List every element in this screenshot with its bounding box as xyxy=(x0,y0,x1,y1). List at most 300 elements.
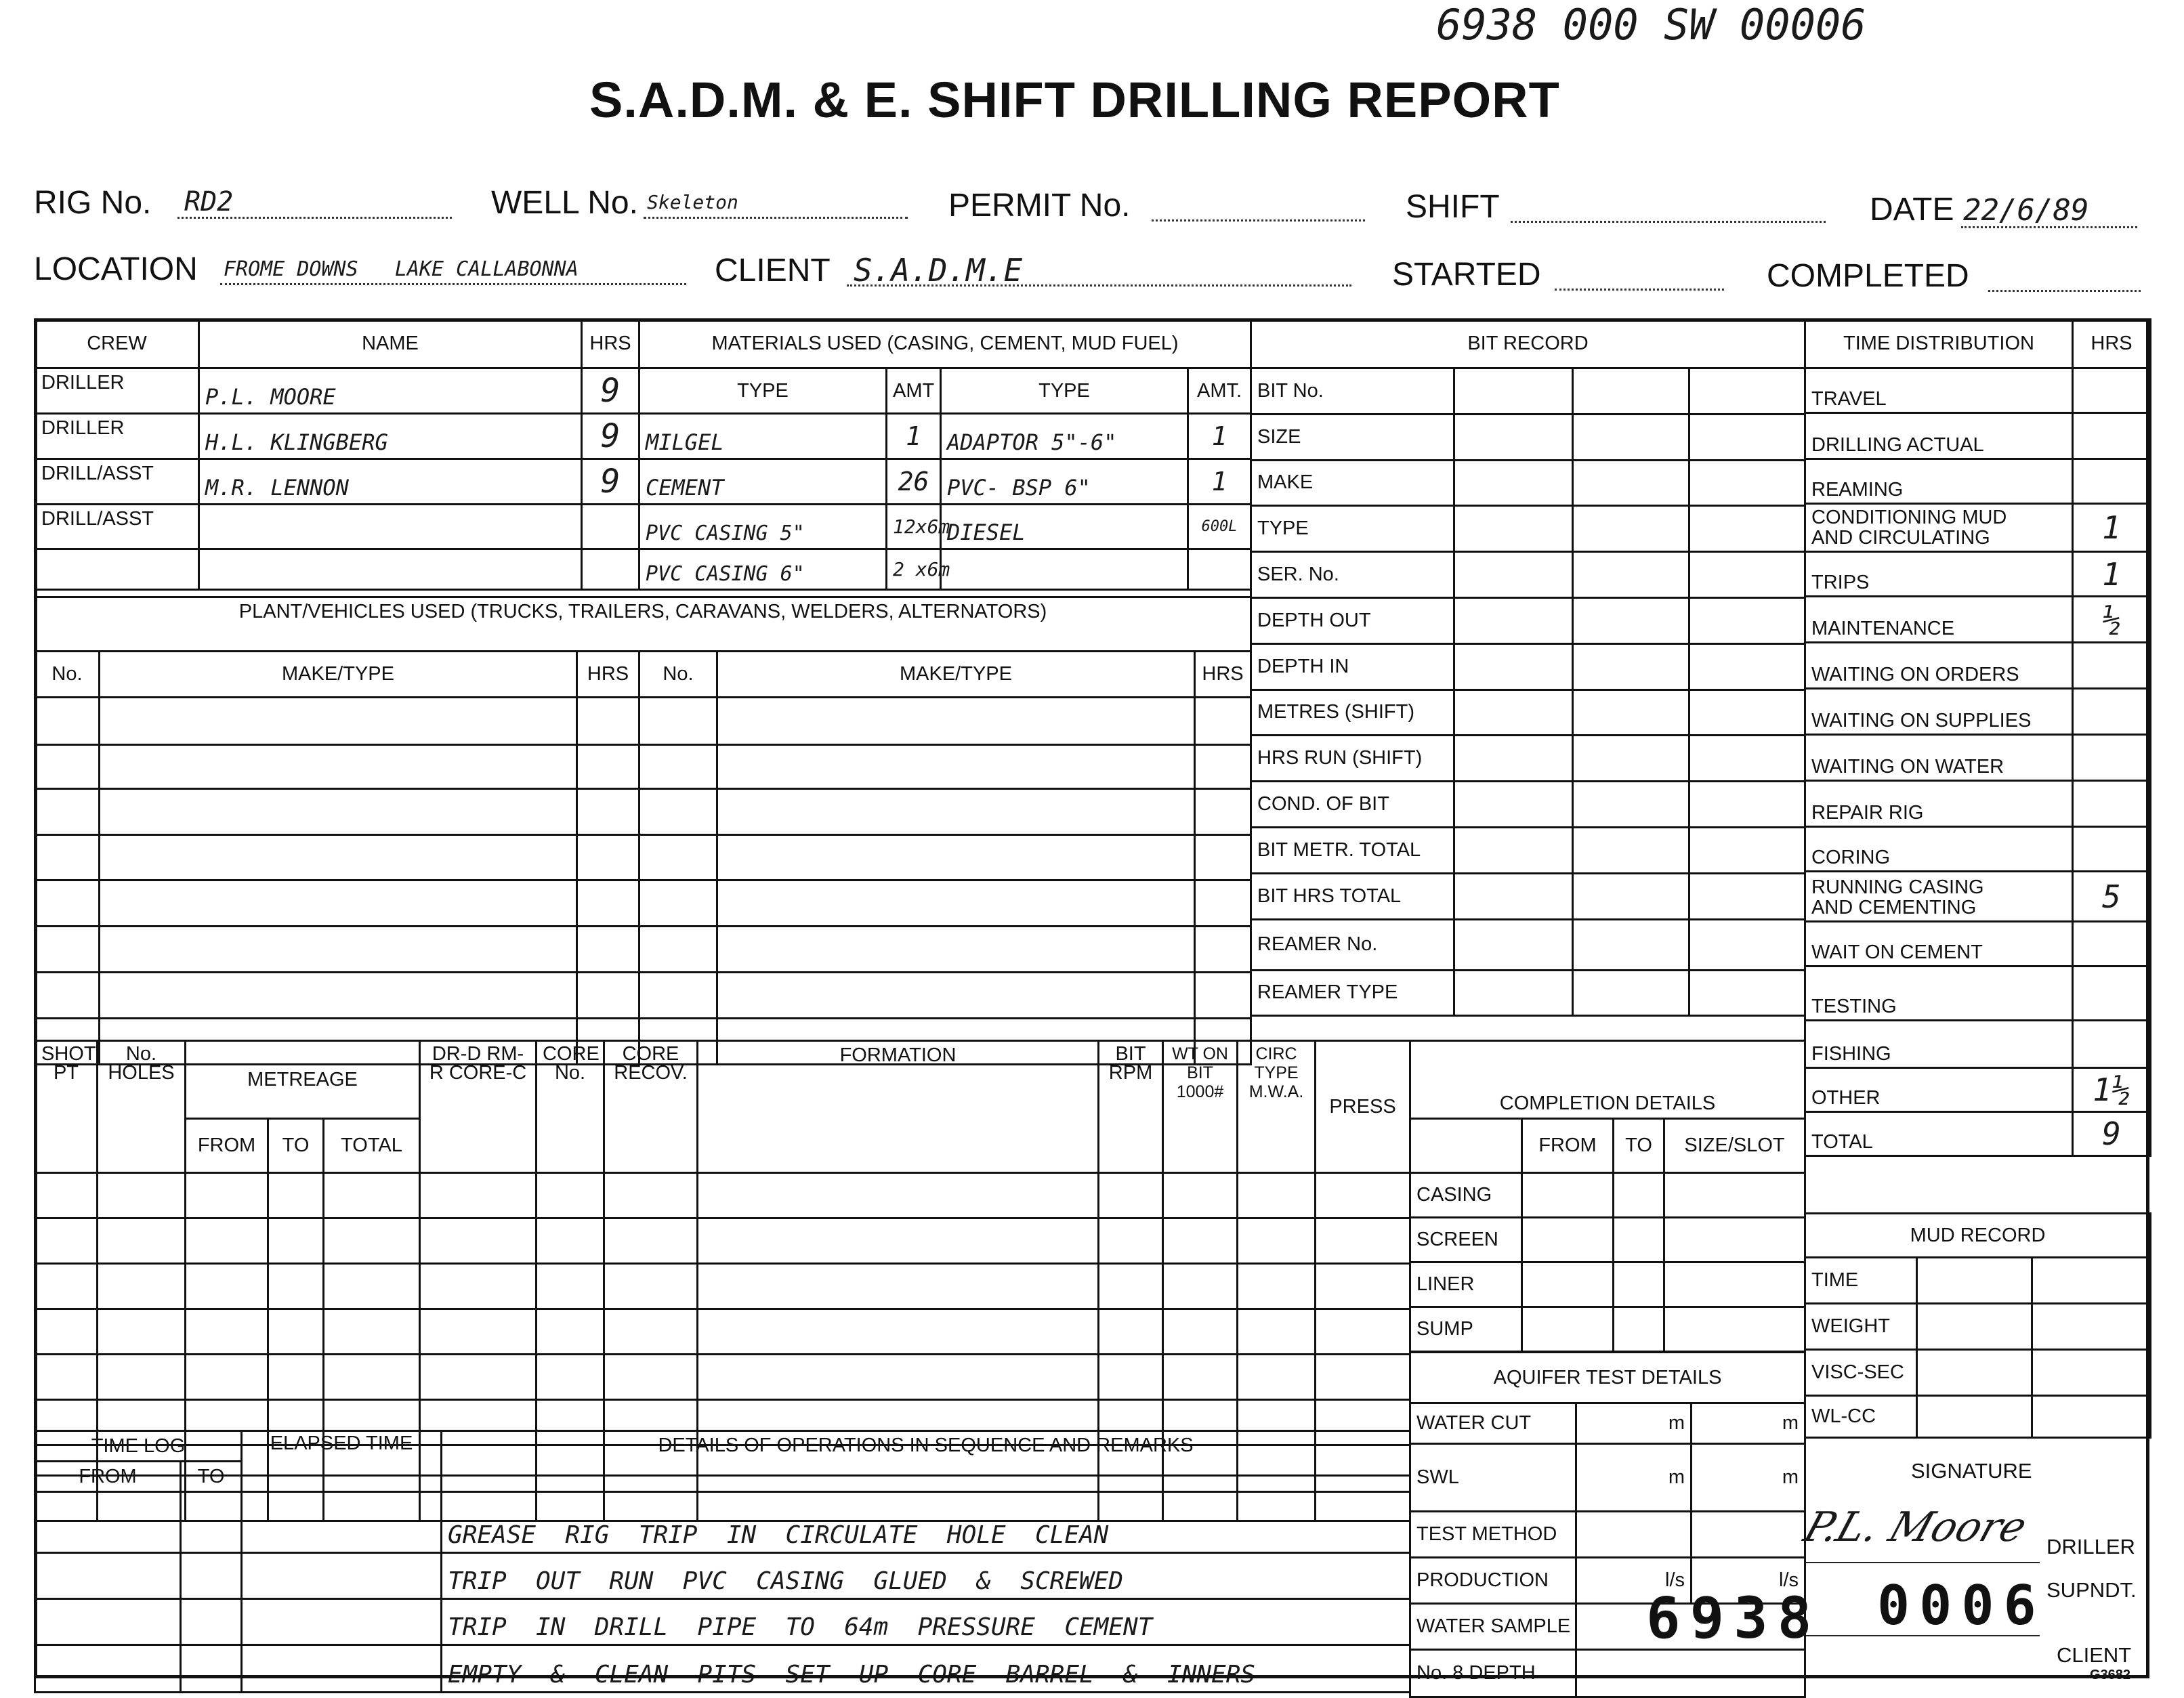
time-log-cell[interactable] xyxy=(242,1553,442,1599)
metreage-cell[interactable] xyxy=(98,1264,186,1309)
time-dist-label xyxy=(1805,552,2073,597)
permit-label: PERMIT No. xyxy=(948,188,1131,224)
bit-record-cell[interactable] xyxy=(1689,782,1805,828)
time-dist-hrs[interactable] xyxy=(2073,967,2151,1021)
plant-cell[interactable] xyxy=(35,745,100,789)
time-dist-label-text: REAMING xyxy=(1811,479,1904,501)
aq-production: PRODUCTION xyxy=(1410,1558,1576,1604)
metreage-cell[interactable] xyxy=(1238,1173,1316,1218)
time-log-cell[interactable] xyxy=(242,1599,442,1645)
completion-cell[interactable] xyxy=(1522,1262,1614,1307)
time-dist-hrs[interactable]: ½ xyxy=(2073,597,2151,643)
metreage-cell[interactable] xyxy=(420,1264,537,1309)
time-dist-label xyxy=(1805,597,2073,643)
metreage-cell[interactable] xyxy=(35,1264,98,1309)
metreage-cell[interactable] xyxy=(537,1173,604,1218)
bit-record-cell[interactable] xyxy=(1689,368,1805,415)
metreage-cell[interactable] xyxy=(537,1264,604,1309)
metreage-cell[interactable] xyxy=(1316,1173,1410,1218)
metreage-cell[interactable] xyxy=(324,1173,420,1218)
bit-record-label: REAMER TYPE xyxy=(1251,970,1454,1016)
metreage-cell[interactable] xyxy=(420,1218,537,1264)
time-dist-hrs[interactable]: 9 xyxy=(2073,1112,2151,1156)
crew-name[interactable]: M.R. LENNON xyxy=(199,459,582,505)
bit-record-cell[interactable] xyxy=(1454,782,1573,828)
completion-details-table xyxy=(1409,1040,1806,1353)
plant-cell[interactable] xyxy=(639,698,717,745)
plant-cell[interactable] xyxy=(577,698,639,745)
metreage-cell[interactable] xyxy=(1238,1264,1316,1309)
plant-cell[interactable] xyxy=(100,880,577,927)
time-dist-label-text: AND CIRCULATING xyxy=(1811,527,1990,549)
file-number: 6938 000 SW 00006 xyxy=(1436,0,1866,49)
plant-cell[interactable] xyxy=(35,927,100,973)
completion-cell[interactable] xyxy=(1664,1218,1805,1262)
mat-type[interactable]: CEMENT xyxy=(639,459,887,505)
completion-blank xyxy=(1410,1119,1522,1173)
bit-record-cell[interactable] xyxy=(1573,782,1689,828)
plant-cell[interactable] xyxy=(717,745,1195,789)
col-plant-hrs: HRS xyxy=(577,652,639,698)
time-log-cell[interactable] xyxy=(181,1645,242,1693)
rig-value[interactable]: RD2 xyxy=(184,186,234,217)
started-label: STARTED xyxy=(1392,257,1541,293)
aquifer-title: AQUIFER TEST DETAILS xyxy=(1410,1353,1805,1403)
plant-cell[interactable] xyxy=(35,973,100,1019)
driller-signature[interactable]: P.L. Moore xyxy=(1798,1504,2033,1551)
bit-record-cell[interactable] xyxy=(1689,736,1805,782)
time-log-cell[interactable] xyxy=(242,1645,442,1693)
bit-record-cell[interactable] xyxy=(1689,689,1805,736)
mat-amt2[interactable] xyxy=(1188,549,1251,590)
plant-cell[interactable] xyxy=(1195,927,1251,973)
mat-amt[interactable]: 12x6m xyxy=(887,505,941,549)
metreage-cell[interactable] xyxy=(420,1173,537,1218)
plant-cell[interactable] xyxy=(639,927,717,973)
time-dist-label xyxy=(1805,368,2073,413)
time-log-cell[interactable] xyxy=(242,1492,442,1553)
time-dist-label-text: TRIPS xyxy=(1811,572,1870,593)
time-dist-label xyxy=(1805,1021,2073,1068)
col-no-holes: No. HOLES xyxy=(98,1041,186,1173)
metreage-cell[interactable] xyxy=(1238,1309,1316,1355)
metreage-cell[interactable] xyxy=(268,1309,324,1355)
plant-cell[interactable] xyxy=(577,789,639,835)
bit-record-cell[interactable] xyxy=(1454,736,1573,782)
mat-amt[interactable]: 26 xyxy=(887,459,941,505)
metreage-cell[interactable] xyxy=(698,1173,1099,1218)
completion-cell[interactable] xyxy=(1522,1218,1614,1262)
time-dist-label-text: RUNNING CASING xyxy=(1811,876,1984,898)
metreage-cell[interactable] xyxy=(1316,1309,1410,1355)
crew-name[interactable]: P.L. MOORE xyxy=(199,368,582,414)
plant-cell[interactable] xyxy=(639,835,717,880)
bit-record-cell[interactable] xyxy=(1689,827,1805,873)
bit-record-label: METRES (SHIFT) xyxy=(1251,689,1454,736)
bit-record-cell[interactable] xyxy=(1573,552,1689,598)
mat-type[interactable]: PVC CASING 5" xyxy=(639,505,887,549)
time-dist-hrs[interactable] xyxy=(2073,1021,2151,1068)
time-dist-hrs[interactable]: 1½ xyxy=(2073,1068,2151,1112)
time-dist-label xyxy=(1805,1112,2073,1156)
metreage-cell[interactable] xyxy=(604,1355,698,1400)
metreage-cell[interactable] xyxy=(35,1218,98,1264)
well-label: WELL No. xyxy=(491,185,638,221)
completion-cell[interactable] xyxy=(1614,1173,1664,1218)
bit-record-cell[interactable] xyxy=(1454,827,1573,873)
time-log-cell[interactable] xyxy=(35,1645,181,1693)
col-comp-to: TO xyxy=(1614,1119,1664,1173)
crew-name[interactable]: H.L. KLINGBERG xyxy=(199,414,582,459)
completion-cell[interactable] xyxy=(1522,1173,1614,1218)
time-dist-label xyxy=(1805,689,2073,735)
time-dist-label xyxy=(1805,1068,2073,1112)
plant-cell[interactable] xyxy=(100,835,577,880)
mud-time: TIME xyxy=(1805,1258,1917,1304)
operation-remark[interactable]: TRIP OUT RUN PVC CASING GLUED & SCREWED xyxy=(442,1553,1410,1599)
bit-record-cell[interactable] xyxy=(1573,919,1689,970)
metreage-cell[interactable] xyxy=(537,1355,604,1400)
metreage-cell[interactable] xyxy=(186,1309,268,1355)
sig-driller: DRILLER xyxy=(2046,1535,2135,1558)
bit-record-cell[interactable] xyxy=(1454,460,1573,506)
completion-cell[interactable] xyxy=(1664,1173,1805,1218)
metreage-cell[interactable] xyxy=(186,1218,268,1264)
bit-record-cell[interactable] xyxy=(1689,597,1805,643)
well-value[interactable]: Skeleton xyxy=(647,191,738,213)
bit-record-cell[interactable] xyxy=(1689,506,1805,552)
mat-type2[interactable] xyxy=(941,549,1188,590)
bit-record-cell[interactable] xyxy=(1454,919,1573,970)
bit-record-cell[interactable] xyxy=(1454,597,1573,643)
time-dist-hrs[interactable] xyxy=(2073,459,2151,504)
bit-record-label: BIT No. xyxy=(1251,368,1454,415)
metreage-cell[interactable] xyxy=(324,1264,420,1309)
plant-cell[interactable] xyxy=(35,880,100,927)
metreage-cell[interactable] xyxy=(604,1264,698,1309)
crew-name[interactable] xyxy=(199,505,582,549)
time-dist-label xyxy=(1805,643,2073,689)
operation-remark[interactable]: GREASE RIG TRIP IN CIRCULATE HOLE CLEAN xyxy=(442,1492,1410,1553)
plant-cell[interactable] xyxy=(577,973,639,1019)
metreage-cell[interactable] xyxy=(1316,1264,1410,1309)
col-mat-amt: AMT xyxy=(887,368,941,414)
time-log-cell[interactable] xyxy=(35,1492,181,1553)
bit-record-cell[interactable] xyxy=(1689,970,1805,1016)
bit-record-cell[interactable] xyxy=(1573,873,1689,919)
time-dist-label-text: TOTAL xyxy=(1811,1131,1873,1153)
time-dist-label xyxy=(1805,967,2073,1021)
bit-record-cell[interactable] xyxy=(1573,414,1689,460)
aq-water-sample: WATER SAMPLE xyxy=(1410,1604,1576,1650)
metreage-cell[interactable] xyxy=(98,1218,186,1264)
mud-cell[interactable] xyxy=(1917,1350,2032,1396)
metreage-cell[interactable] xyxy=(1099,1264,1163,1309)
bit-record-label: TYPE xyxy=(1251,506,1454,552)
bit-record-cell[interactable] xyxy=(1573,736,1689,782)
crew-role: DRILL/ASST xyxy=(35,505,199,549)
completion-cell[interactable] xyxy=(1522,1307,1614,1352)
plant-cell[interactable] xyxy=(1195,835,1251,880)
mat-type2[interactable]: ADAPTOR 5"-6" xyxy=(941,414,1188,459)
time-dist-label xyxy=(1805,504,2073,552)
bit-record-cell[interactable] xyxy=(1573,970,1689,1016)
bit-record-cell[interactable] xyxy=(1454,643,1573,689)
mud-cell[interactable] xyxy=(2032,1396,2151,1438)
mud-record-table xyxy=(1804,1212,2151,1439)
time-dist-label-text: WAITING ON SUPPLIES xyxy=(1811,710,2032,731)
metreage-cell[interactable] xyxy=(268,1218,324,1264)
crew-hrs[interactable] xyxy=(582,505,639,549)
sig-client: CLIENT xyxy=(2057,1643,2132,1667)
completion-cell[interactable] xyxy=(1664,1307,1805,1352)
plant-cell[interactable] xyxy=(639,745,717,789)
mat-type[interactable]: PVC CASING 6" xyxy=(639,549,887,590)
crew-name[interactable] xyxy=(199,549,582,590)
time-dist-hrs[interactable] xyxy=(2073,643,2151,689)
bit-record-cell[interactable] xyxy=(1573,689,1689,736)
col-td-hrs: HRS xyxy=(2073,320,2151,368)
metreage-cell[interactable] xyxy=(98,1173,186,1218)
plant-cell[interactable] xyxy=(1195,698,1251,745)
plant-cell[interactable] xyxy=(1195,973,1251,1019)
mat-type2[interactable]: DIESEL xyxy=(941,505,1188,549)
mat-amt[interactable]: 1 xyxy=(887,414,941,459)
metreage-cell[interactable] xyxy=(420,1309,537,1355)
completion-cell[interactable] xyxy=(1614,1307,1664,1352)
plant-cell[interactable] xyxy=(100,973,577,1019)
metreage-cell[interactable] xyxy=(537,1309,604,1355)
metreage-cell[interactable] xyxy=(1163,1218,1238,1264)
metreage-cell[interactable] xyxy=(186,1264,268,1309)
date-label: DATE xyxy=(1870,192,1954,228)
col-wt-on-bit: WT ON BIT 1000# xyxy=(1163,1041,1238,1173)
metreage-cell[interactable] xyxy=(186,1173,268,1218)
bit-record-cell[interactable] xyxy=(1689,414,1805,460)
crew-role: DRILL/ASST xyxy=(35,459,199,505)
metreage-cell[interactable] xyxy=(1238,1355,1316,1400)
col-comp-from: FROM xyxy=(1522,1119,1614,1173)
mud-cell[interactable] xyxy=(2032,1304,2151,1350)
bit-record-cell[interactable] xyxy=(1454,506,1573,552)
plant-cell[interactable] xyxy=(35,698,100,745)
metreage-cell[interactable] xyxy=(268,1355,324,1400)
metreage-cell[interactable] xyxy=(698,1355,1099,1400)
plant-cell[interactable] xyxy=(639,789,717,835)
mat-amt2[interactable]: 600L xyxy=(1188,505,1251,549)
metreage-cell[interactable] xyxy=(268,1264,324,1309)
time-dist-label-text: WAIT ON CEMENT xyxy=(1811,941,1983,963)
metreage-cell[interactable] xyxy=(698,1264,1099,1309)
metreage-cell[interactable] xyxy=(98,1309,186,1355)
plant-cell[interactable] xyxy=(35,789,100,835)
plant-cell[interactable] xyxy=(639,973,717,1019)
mat-amt[interactable]: 2 x6m xyxy=(887,549,941,590)
metreage-cell[interactable] xyxy=(537,1218,604,1264)
crew-role: DRILLER xyxy=(35,368,199,414)
time-log-cell[interactable] xyxy=(181,1599,242,1645)
crew-hrs[interactable]: 9 xyxy=(582,368,639,414)
water-sample-stamp: 6938 xyxy=(1646,1585,1822,1651)
time-dist-hrs[interactable] xyxy=(2073,781,2151,827)
crew-hrs[interactable]: 9 xyxy=(582,414,639,459)
time-dist-hrs[interactable] xyxy=(2073,413,2151,459)
time-dist-hrs[interactable] xyxy=(2073,368,2151,413)
bit-record-cell[interactable] xyxy=(1454,552,1573,598)
bit-record-cell[interactable] xyxy=(1573,827,1689,873)
time-dist-hrs[interactable] xyxy=(2073,922,2151,967)
metreage-cell[interactable] xyxy=(35,1355,98,1400)
plant-cell[interactable] xyxy=(717,973,1195,1019)
metreage-cell[interactable] xyxy=(1163,1309,1238,1355)
time-dist-hrs[interactable] xyxy=(2073,827,2151,872)
metreage-cell[interactable] xyxy=(324,1355,420,1400)
mat-type2[interactable]: PVC- BSP 6" xyxy=(941,459,1188,505)
time-log-cell[interactable] xyxy=(35,1553,181,1599)
metreage-cell[interactable] xyxy=(604,1173,698,1218)
mat-type[interactable]: MILGEL xyxy=(639,414,887,459)
location-value[interactable]: FROME DOWNS LAKE CALLABONNA xyxy=(224,257,579,281)
metreage-cell[interactable] xyxy=(1316,1355,1410,1400)
metreage-cell[interactable] xyxy=(35,1173,98,1218)
bit-record-cell[interactable] xyxy=(1454,414,1573,460)
time-dist-hrs[interactable] xyxy=(2073,689,2151,735)
plant-cell[interactable] xyxy=(717,835,1195,880)
completion-label: SCREEN xyxy=(1410,1218,1522,1262)
plant-cell[interactable] xyxy=(1195,880,1251,927)
metreage-cell[interactable] xyxy=(1316,1218,1410,1264)
plant-cell[interactable] xyxy=(100,698,577,745)
mat-amt2[interactable]: 1 xyxy=(1188,414,1251,459)
metreage-cell[interactable] xyxy=(324,1309,420,1355)
mud-cell[interactable] xyxy=(2032,1258,2151,1304)
metreage-cell[interactable] xyxy=(604,1309,698,1355)
time-dist-hrs[interactable] xyxy=(2073,735,2151,781)
plant-cell[interactable] xyxy=(35,835,100,880)
metreage-cell[interactable] xyxy=(1099,1309,1163,1355)
plant-cell[interactable] xyxy=(717,927,1195,973)
plant-cell[interactable] xyxy=(717,789,1195,835)
col-met-from: FROM xyxy=(186,1119,268,1173)
col-plant-no: No. xyxy=(35,652,100,698)
bit-record-cell[interactable] xyxy=(1454,970,1573,1016)
metreage-cell[interactable] xyxy=(98,1355,186,1400)
plant-cell[interactable] xyxy=(577,880,639,927)
metreage-cell[interactable] xyxy=(1163,1264,1238,1309)
bit-record-cell[interactable] xyxy=(1689,460,1805,506)
operation-remark[interactable]: TRIP IN DRILL PIPE TO 64m PRESSURE CEMENT xyxy=(442,1599,1410,1645)
bit-record-cell[interactable] xyxy=(1454,873,1573,919)
bit-record-cell[interactable] xyxy=(1689,919,1805,970)
time-log-cell[interactable] xyxy=(181,1553,242,1599)
bit-record-cell[interactable] xyxy=(1573,506,1689,552)
plant-cell[interactable] xyxy=(1195,789,1251,835)
metreage-cell[interactable] xyxy=(35,1309,98,1355)
metreage-cell[interactable] xyxy=(698,1218,1099,1264)
crew-hrs[interactable]: 9 xyxy=(582,459,639,505)
time-dist-label xyxy=(1805,872,2073,922)
col-mat-type: TYPE xyxy=(639,368,887,414)
date-value[interactable]: 22/6/89 xyxy=(1963,193,2089,228)
metreage-cell[interactable] xyxy=(186,1355,268,1400)
time-dist-label-text: DRILLING ACTUAL xyxy=(1811,434,1984,456)
plant-cell[interactable] xyxy=(717,698,1195,745)
completion-cell[interactable] xyxy=(1664,1262,1805,1307)
metreage-cell[interactable] xyxy=(698,1309,1099,1355)
metreage-cell[interactable] xyxy=(1099,1218,1163,1264)
mud-cell[interactable] xyxy=(1917,1258,2032,1304)
completion-cell[interactable] xyxy=(1614,1262,1664,1307)
client-value[interactable]: S.A.D.M.E xyxy=(854,252,1023,289)
time-dist-label xyxy=(1805,922,2073,967)
plant-cell[interactable] xyxy=(100,927,577,973)
plant-cell[interactable] xyxy=(100,789,577,835)
col-crew: CREW xyxy=(35,320,199,368)
metreage-cell[interactable] xyxy=(420,1355,537,1400)
bit-record-cell[interactable] xyxy=(1573,460,1689,506)
bit-record-cell[interactable] xyxy=(1573,597,1689,643)
time-dist-hrs[interactable]: 1 xyxy=(2073,504,2151,552)
metreage-cell[interactable] xyxy=(1099,1355,1163,1400)
plant-cell[interactable] xyxy=(577,927,639,973)
col-core-recov: CORE RECOV. xyxy=(604,1041,698,1173)
metreage-cell[interactable] xyxy=(1099,1173,1163,1218)
bit-record-label: SER. No. xyxy=(1251,552,1454,598)
metreage-cell[interactable] xyxy=(1163,1355,1238,1400)
bit-record-cell[interactable] xyxy=(1454,368,1573,415)
date-dotline xyxy=(1961,226,2137,228)
time-log-cell[interactable] xyxy=(35,1599,181,1645)
plant-cell[interactable] xyxy=(639,880,717,927)
plant-cell[interactable] xyxy=(717,880,1195,927)
col-shot-pt: SHOT PT xyxy=(35,1041,98,1173)
time-log-cell[interactable] xyxy=(181,1492,242,1553)
sig-supndt: SUPNDT. xyxy=(2046,1578,2137,1602)
rig-label: RIG No. xyxy=(34,185,152,221)
time-dist-hrs[interactable]: 1 xyxy=(2073,552,2151,597)
mud-cell[interactable] xyxy=(1917,1304,2032,1350)
bit-record-cell[interactable] xyxy=(1689,873,1805,919)
bit-record-cell[interactable] xyxy=(1689,552,1805,598)
bit-record-cell[interactable] xyxy=(1454,689,1573,736)
operation-remark[interactable]: EMPTY & CLEAN PITS SET UP CORE BARREL & INNERS xyxy=(442,1645,1410,1693)
bit-record-cell[interactable] xyxy=(1689,643,1805,689)
col-plant-make2: MAKE/TYPE xyxy=(717,652,1195,698)
col-formation: FORMATION xyxy=(698,1041,1099,1173)
metreage-cell[interactable] xyxy=(268,1173,324,1218)
time-dist-hrs[interactable]: 5 xyxy=(2073,872,2151,922)
metreage-cell[interactable] xyxy=(604,1218,698,1264)
crew-hrs[interactable] xyxy=(582,549,639,590)
metreage-cell[interactable] xyxy=(324,1218,420,1264)
metreage-cell[interactable] xyxy=(1163,1173,1238,1218)
time-dist-label-text: CONDITIONING MUD xyxy=(1811,507,2007,528)
bit-record-cell[interactable] xyxy=(1573,368,1689,415)
plant-cell[interactable] xyxy=(577,745,639,789)
time-dist-label-text: REPAIR RIG xyxy=(1811,802,1924,824)
location-label: LOCATION xyxy=(34,251,198,287)
mud-cell[interactable] xyxy=(2032,1350,2151,1396)
time-dist-label-text: WAITING ON WATER xyxy=(1811,756,2004,778)
completion-cell[interactable] xyxy=(1614,1218,1664,1262)
plant-cell[interactable] xyxy=(577,835,639,880)
plant-cell[interactable] xyxy=(1195,745,1251,789)
mat-amt2[interactable]: 1 xyxy=(1188,459,1251,505)
bit-record-cell[interactable] xyxy=(1573,643,1689,689)
plant-cell[interactable] xyxy=(100,745,577,789)
mud-cell[interactable] xyxy=(1917,1396,2032,1438)
metreage-cell[interactable] xyxy=(1238,1218,1316,1264)
